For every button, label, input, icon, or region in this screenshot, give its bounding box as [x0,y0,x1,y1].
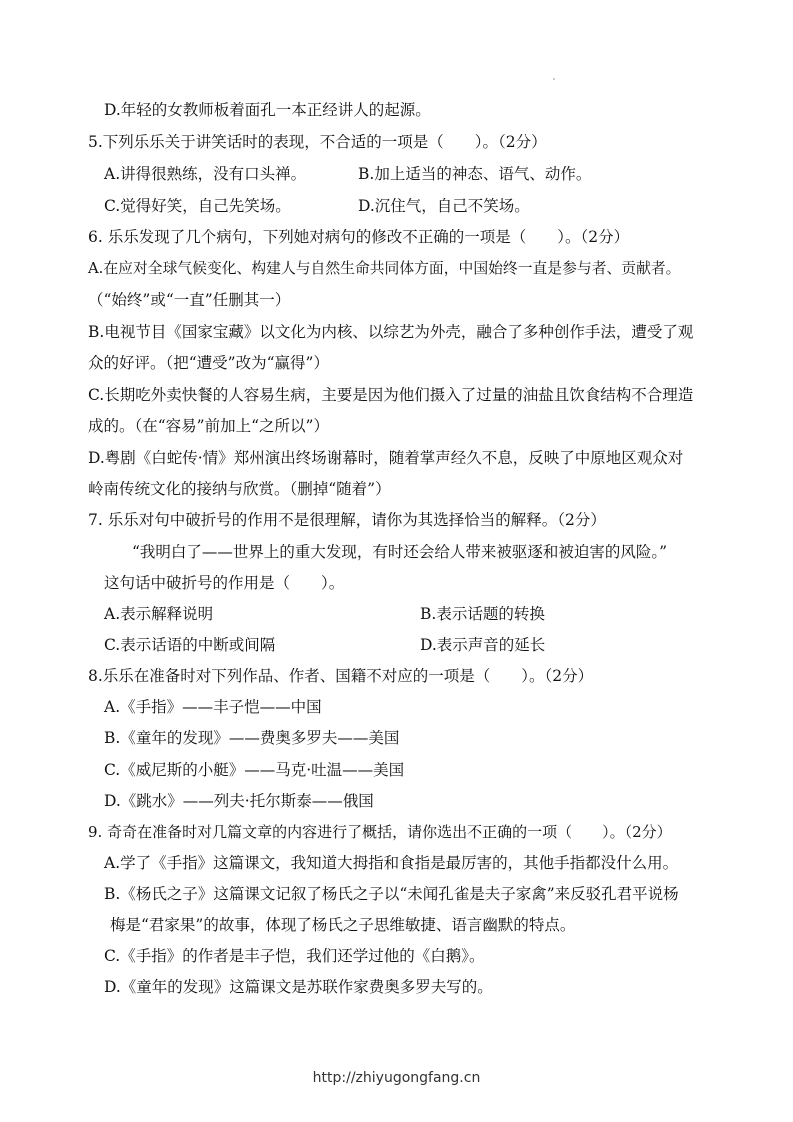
q9-option-b-cont: 梅是“君家果”的故事，体现了杨氏之子思维敏捷、语言幽默的特点。 [110,916,576,934]
q9-option-a: A.学了《手指》这篇课文，我知道大拇指和食指是最厉害的，其他手指都没什么用。 [104,854,679,872]
q6-option-d: D.粤剧《白蛇传·情》郑州演出终场谢幕时，随着掌声经久不息，反映了中原地区观众对 [88,449,684,467]
q8-option-b: B.《童年的发现》——费奥多罗夫——美国 [104,729,400,747]
q6-option-a: A.在应对全球气候变化、构建人与自然生命共同体方面，中国始终一直是参与者、贡献者。 [88,260,681,277]
q7-stem: 7. 乐乐对句中破折号的作用不是很理解，请你为其选择恰当的解释。（2分） [88,511,606,529]
q5-option-b: B.加上适当的神态、语气、动作。 [358,165,592,183]
q6-option-c: C.长期吃外卖快餐的人容易生病，主要是因为他们摄入了过量的油盐且饮食结构不合理造 [88,386,694,404]
q9-option-b: B.《杨氏之子》这篇课文记叙了杨氏之子以“未闻孔雀是夫子家禽”来反驳孔君平说杨 [104,885,679,903]
q8-option-d: D.《跳水》——列夫·托尔斯泰——俄国 [104,792,374,810]
q8-option-c: C.《威尼斯的小艇》——马克·吐温——美国 [104,761,405,779]
q7-quote: “我明白了——世界上的重大发现，有时还会给人带来被驱逐和被迫害的风险。” [132,543,668,561]
q8-stem: 8.乐乐在准备时对下列作品、作者、国籍不对应的一项是（ ）。（2分） [88,667,594,685]
q6-option-b-cont: 众的好评。（把“遭受”改为“赢得”） [88,354,329,372]
q5-option-d: D.沉住气，自己不笑场。 [358,197,530,215]
q9-option-c: C.《手指》的作者是丰子恺，我们还学过他的《白鹅》。 [104,947,485,965]
q6-option-b: B.电视节目《国家宝藏》以文化为内核、以综艺为外壳，融合了多种创作手法，遭受了观 [88,323,694,341]
q6-option-d-cont: 岭南传统文化的接纳与欣赏。（删掉“随着”） [88,480,391,498]
q9-stem: 9. 奇奇在准备时对几篇文章的内容进行了概括，请你选出不正确的一项（ ）。（2分） [88,823,672,841]
q4-option-d: D.年轻的女教师板着面孔一本正经讲人的起源。 [104,101,431,119]
q8-option-a: A.《手指》——丰子恺——中国 [104,698,322,716]
q9-option-d: D.《童年的发现》这篇课文是苏联作家费奥多罗夫写的。 [104,978,493,996]
q7-option-b: B.表示话题的转换 [420,605,545,623]
q6-option-c-cont: 成的。（在“容易”前加上“之所以”） [88,417,329,435]
q7-option-a: A.表示解释说明 [104,605,214,623]
q6-option-a-note: （“始终”或“一直”任删其一） [88,291,291,309]
q6-stem: 6. 乐乐发现了几个病句，下列她对病句的修改不正确的一项是（ ）。（2分） [88,228,630,246]
q7-option-d: D.表示声音的延长 [420,636,546,654]
footer-url: http://zhiyugongfang.cn [312,1070,481,1086]
q5-option-a: A.讲得很熟练，没有口头禅。 [104,165,307,183]
q7-question: 这句话中破折号的作用是（ ）。 [104,574,345,592]
q5-stem: 5.下列乐乐关于讲笑话时的表现，不合适的一项是（ ）。（2分） [88,133,547,151]
q5-option-c: C.觉得好笑，自己先笑场。 [104,197,291,215]
speck-mark [553,78,555,80]
q7-option-c: C.表示话语的中断或间隔 [104,636,276,654]
